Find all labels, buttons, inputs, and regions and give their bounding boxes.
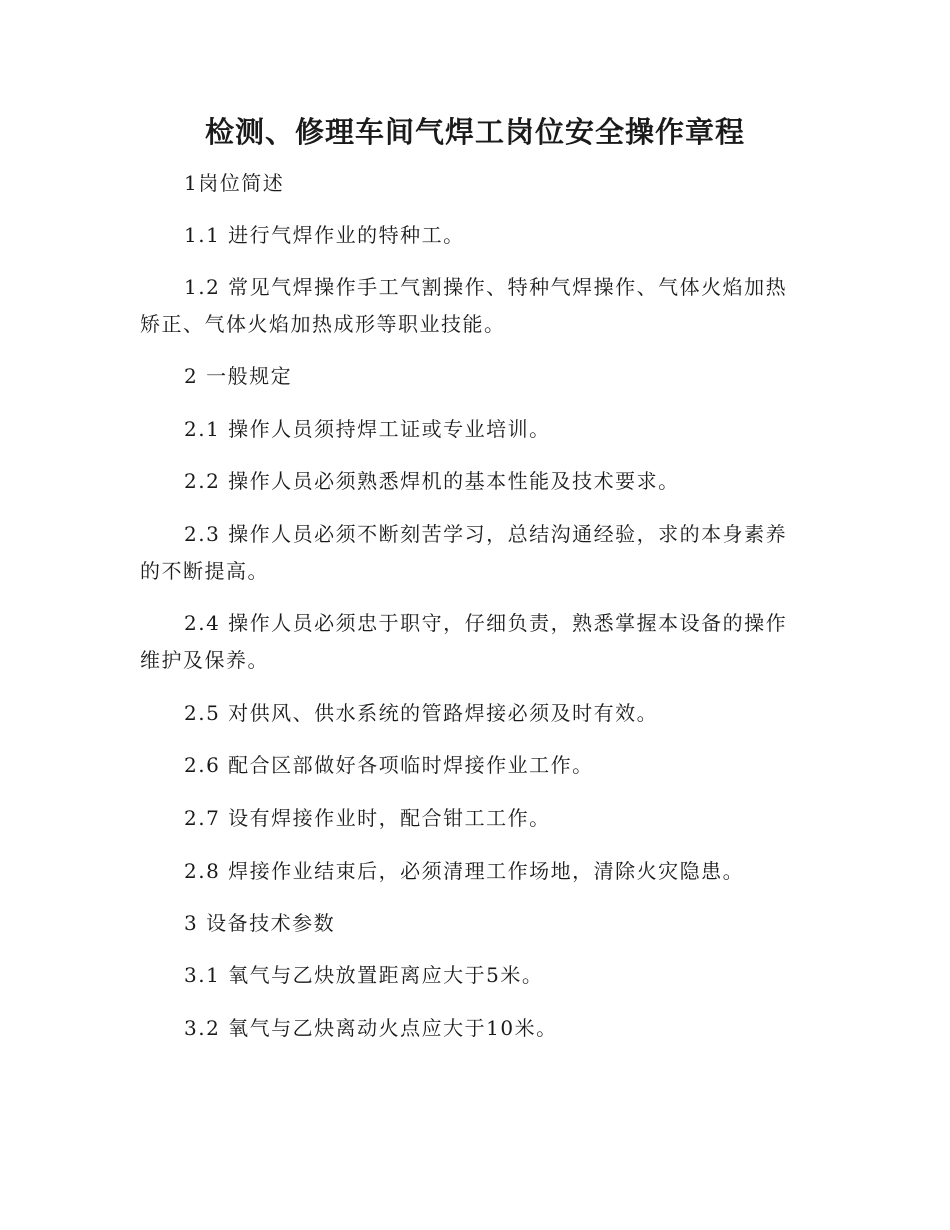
paragraph: 1.1 进行气焊作业的特种工。 bbox=[184, 223, 465, 247]
paragraph: 2.1 操作人员须持焊工证或专业培训。 bbox=[184, 417, 551, 441]
paragraph: 2.3 操作人员必须不断刻苦学习，总结沟通经验，求的本身素养的不断提高。 bbox=[140, 522, 788, 583]
section-heading: 1岗位简述 bbox=[184, 171, 285, 195]
section-heading: 2 一般规定 bbox=[184, 364, 293, 388]
document-title: 检测、修理车间气焊工岗位安全操作章程 bbox=[204, 115, 745, 149]
paragraph: 2.2 操作人员必须熟悉焊机的基本性能及技术要求。 bbox=[184, 469, 680, 493]
paragraph: 2.4 操作人员必须忠于职守，仔细负责，熟悉掌握本设备的操作维护及保养。 bbox=[140, 611, 788, 672]
paragraph: 2.6 配合区部做好各项临时焊接作业工作。 bbox=[184, 753, 594, 777]
section-heading: 3 设备技术参数 bbox=[184, 911, 336, 935]
paragraph: 3.2 氧气与乙炔离动火点应大于10米。 bbox=[184, 1016, 558, 1040]
paragraph: 2.8 焊接作业结束后，必须清理工作场地，清除火灾隐患。 bbox=[184, 859, 745, 883]
paragraph: 2.7 设有焊接作业时，配合钳工工作。 bbox=[184, 806, 551, 830]
paragraph: 2.5 对供风、供水系统的管路焊接必须及时有效。 bbox=[184, 701, 659, 725]
paragraph: 1.2 常见气焊操作手工气割操作、特种气焊操作、气体火焰加热矫正、气体火焰加热成形等职业技能。 bbox=[140, 275, 788, 336]
paragraph: 3.1 氧气与乙炔放置距离应大于5米。 bbox=[184, 963, 544, 987]
